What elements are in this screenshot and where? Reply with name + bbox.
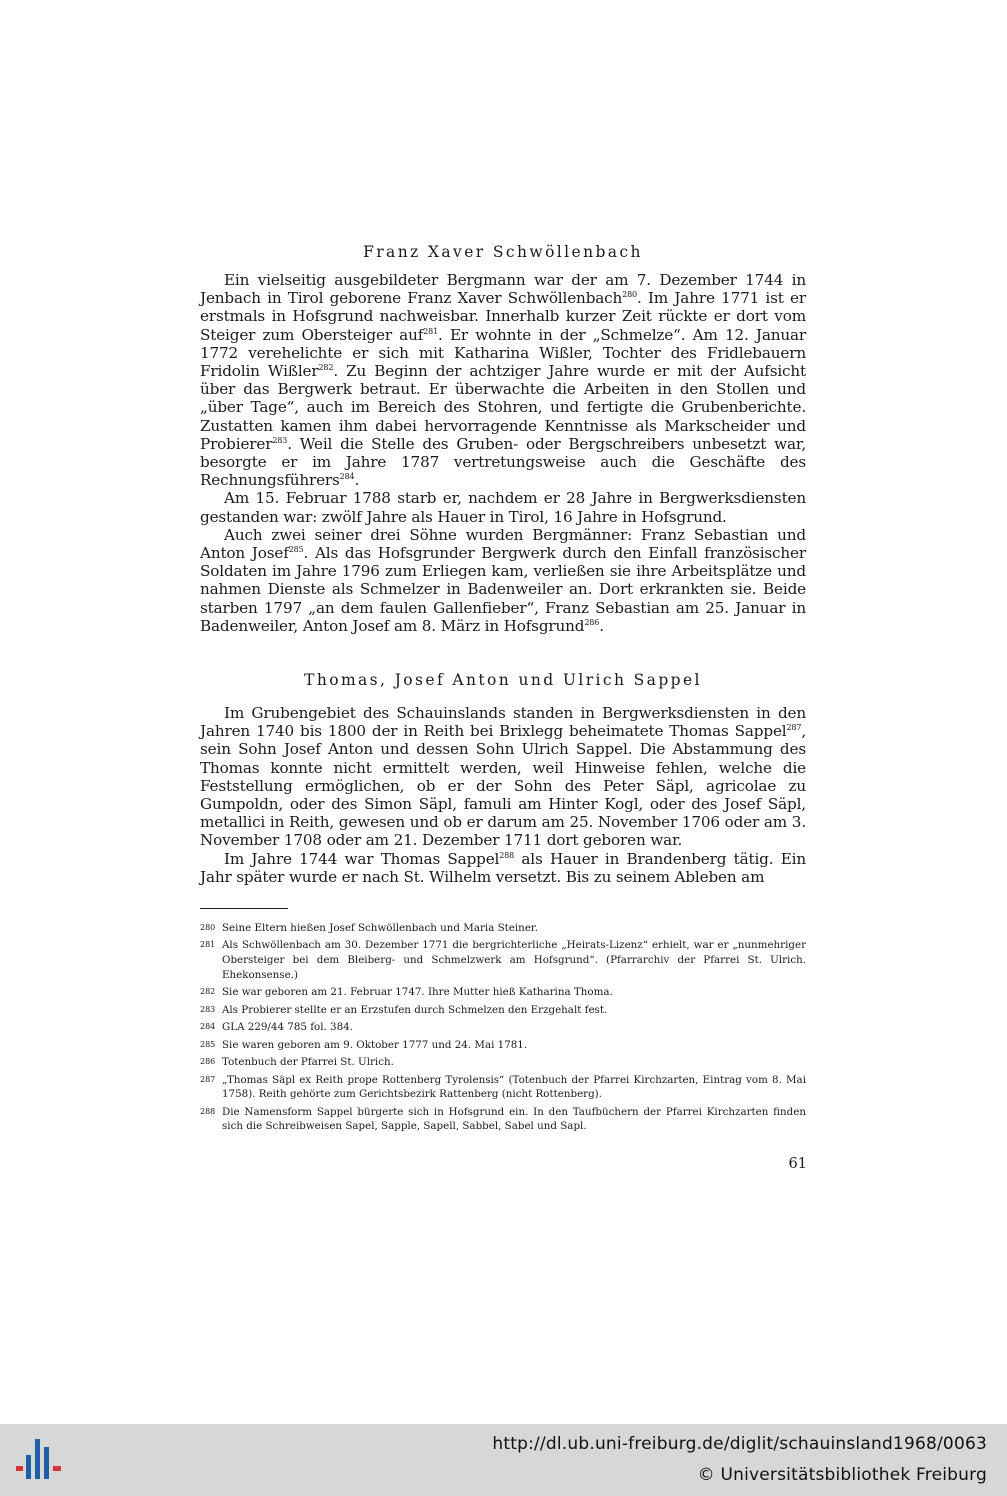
footnote-text: „Thomas Säpl ex Reith prope Rottenberg Tyrolensis“ (Totenbuch der Pfarrei Kirchzarten, Eintrag vom 8. Mai 1758). Reith gehörte zum Gerichtsbezirk Rattenberg (nicht Rottenberg). bbox=[222, 1073, 806, 1101]
paragraph bbox=[200, 704, 806, 850]
footnote-text: Totenbuch der Pfarrei St. Ulrich. bbox=[222, 1056, 394, 1069]
paragraph-text: . Als das Hofsgrunder Bergwerk durch den Einfall französischer Soldaten im Jahre 1796 zum Erliegen kam, verließen sie ihre Arbeitsplätze und nahmen Dienste als Schmelzer in Badenweiler an. Dort erkrankten sie. Beide starben 1797 „an dem faulen Gallenfieber“, Franz Sebastian am 25. Januar in Badenweiler, Anton Josef am 8. März in Hofsgrund bbox=[200, 544, 806, 635]
ub-freiburg-logo-icon[interactable] bbox=[13, 1433, 65, 1485]
footnote bbox=[200, 938, 806, 982]
footnote-number: 281 bbox=[200, 940, 216, 950]
paragraph bbox=[200, 850, 806, 886]
footnote-number: 280 bbox=[200, 923, 216, 932]
paragraph-text: Ein vielseitig ausgebildeter Bergmann war der am 7. Dezember 1744 in Jenbach in Tirol geborene Franz Xaver Schwöllenbach bbox=[200, 271, 806, 308]
footnote-ref: 284 bbox=[339, 472, 355, 482]
footnote-number: 284 bbox=[200, 1022, 216, 1032]
footnote-number: 287 bbox=[200, 1074, 216, 1084]
footnote-ref: 286 bbox=[584, 617, 600, 627]
footnote-number: 286 bbox=[200, 1057, 216, 1067]
footnote-ref: 285 bbox=[288, 545, 304, 555]
footnote-text: Die Namensform Sappel bürgerte sich in Hofsgrund ein. In den Taufbüchern der Pfarrei Kirchzarten finden sich die Schreibweisen Sapel, Sapple, Sapell, Sabbel, Sabel und Sapl. bbox=[222, 1105, 806, 1133]
footnote-text: GLA 229/44 785 fol. 384. bbox=[222, 1021, 353, 1034]
footnote bbox=[200, 921, 806, 936]
paragraph-text: . Weil die Stelle des Gruben- oder Bergschreibers unbesetzt war, besorgte er im Jahre 1787 vertretungsweise auch die Geschäfte des Rechnungsführers bbox=[200, 434, 806, 490]
paragraph-text: Im Grubengebiet des Schauinslands standen in Bergwerksdiensten in den Jahren 1740 bis 1800 der in Reith bei Brixlegg beheimatete Thomas Sappel bbox=[200, 704, 806, 741]
footnote-text: Seine Eltern hießen Josef Schwöllenbach und Maria Steiner. bbox=[222, 922, 538, 934]
paragraph bbox=[200, 489, 806, 525]
footnote bbox=[200, 985, 806, 1000]
section-heading: Thomas, Josef Anton und Ulrich Sappel bbox=[304, 671, 702, 689]
paragraph-text: . bbox=[354, 471, 360, 490]
paragraph bbox=[200, 271, 806, 489]
footnote-text: Als Probierer stellte er an Erzstufen durch Schmelzen den Erzgehalt fest. bbox=[222, 1003, 608, 1016]
footnote-ref: 287 bbox=[786, 723, 802, 733]
footnote bbox=[200, 1038, 806, 1053]
footnote-ref: 288 bbox=[499, 850, 515, 860]
section-schwoellenbach bbox=[200, 242, 806, 635]
footnote bbox=[200, 1073, 806, 1102]
footer-bar bbox=[0, 1424, 1007, 1496]
footer-url-link[interactable]: http://dl.ub.uni-freiburg.de/diglit/schauinsland1968/0063 bbox=[492, 1434, 987, 1454]
footnote-ref: 280 bbox=[622, 290, 637, 300]
footnote-number: 285 bbox=[200, 1039, 216, 1049]
paragraph-text: Im Jahre 1744 war Thomas Sappel bbox=[224, 849, 500, 868]
footnote-number: 288 bbox=[200, 1106, 216, 1116]
paragraph-text: . Im Jahre 1771 ist er erstmals in Hofsgrund nachweisbar. Innerhalb kurzer Zeit rückte er dort vom Steiger zum Obersteiger auf bbox=[200, 289, 806, 344]
footnote bbox=[200, 1055, 806, 1070]
footnote-text: Sie war geboren am 21. Februar 1747. Ihre Mutter hieß Katharina Thoma. bbox=[222, 986, 613, 999]
footnote-number: 282 bbox=[200, 987, 216, 997]
paragraph-text: Auch zwei seiner drei Söhne wurden Bergmänner: Franz Sebastian und Anton Josef bbox=[200, 525, 806, 563]
footnote-ref: 283 bbox=[272, 435, 288, 445]
footnote-number: 283 bbox=[200, 1004, 216, 1014]
paragraph-text: als Hauer in Brandenberg tätig. Ein Jahr später wurde er nach St. Wilhelm versetzt. Bis zu seinem Ableben am bbox=[200, 849, 806, 886]
footnote bbox=[200, 1105, 806, 1134]
paragraph-text: , sein Sohn Josef Anton und dessen Sohn Ulrich Sappel. Die Abstammung des Thomas konnte nicht ermittelt werden, weil Hinweise fehlen, welche die Feststellung ermöglichen, ob er der Sohn des Peter Säpl, agricolae zu Gumpoldn, oder des Simon Säpl, famuli am Hinter Kogl, oder des Josef Säpl, metallici in Reith, gewesen und ob er darum am 25. November 1706 oder am 3. November 1708 oder am 21. Dezember 1711 dort geboren war. bbox=[200, 722, 806, 850]
footnote-divider bbox=[200, 908, 288, 909]
paragraph-text: . Zu Beginn der achtziger Jahre wurde er mit der Aufsicht über das Bergwerk betraut. Er überwachte die Arbeiten in den Stollen und „über Tage“, auch im Bereich des Stohren, und fertigte die Grubenberichte. Zustatten kamen ihm dabei hervorragende Kenntnisse als Markscheider und Probierer bbox=[200, 362, 806, 453]
footnote bbox=[200, 1003, 806, 1018]
section-sappel bbox=[200, 670, 806, 886]
paragraph-text: . bbox=[599, 616, 604, 635]
page-number: 61 bbox=[788, 1156, 807, 1172]
footnote bbox=[200, 1020, 806, 1035]
footnote-text: Sie waren geboren am 9. Oktober 1777 und 24. Mai 1781. bbox=[222, 1038, 528, 1051]
paragraph-text: . Er wohnte in der „Schmelze“. Am 12. Januar 1772 verehelichte er sich mit Katharina Wißler, Tochter des Fridlebauern Fridolin Wißler bbox=[200, 325, 806, 381]
footnote-ref: 281 bbox=[423, 326, 439, 336]
footer-copyright: © Universitätsbibliothek Freiburg bbox=[697, 1465, 987, 1485]
footnote-text: Als Schwöllenbach am 30. Dezember 1771 die bergrichterliche „Heirats-Lizenz“ erhielt, war er „nunmehriger Obersteiger bei dem Bleiberg- und Schmelzwerk am Hofsgrund“. (Pfarrarchiv der Pfarrei St. Ulrich. Ehekonsense.) bbox=[222, 939, 806, 981]
paragraph-text: Am 15. Februar 1788 starb er, nachdem er 28 Jahre in Bergwerksdiensten gestanden war: zwölf Jahre als Hauer in Tirol, 16 Jahre in Hofsgrund. bbox=[200, 489, 806, 526]
paragraph bbox=[200, 526, 806, 635]
footnote-ref: 282 bbox=[318, 363, 334, 373]
footnotes bbox=[200, 921, 806, 1137]
section-heading: Franz Xaver Schwöllenbach bbox=[363, 243, 643, 261]
